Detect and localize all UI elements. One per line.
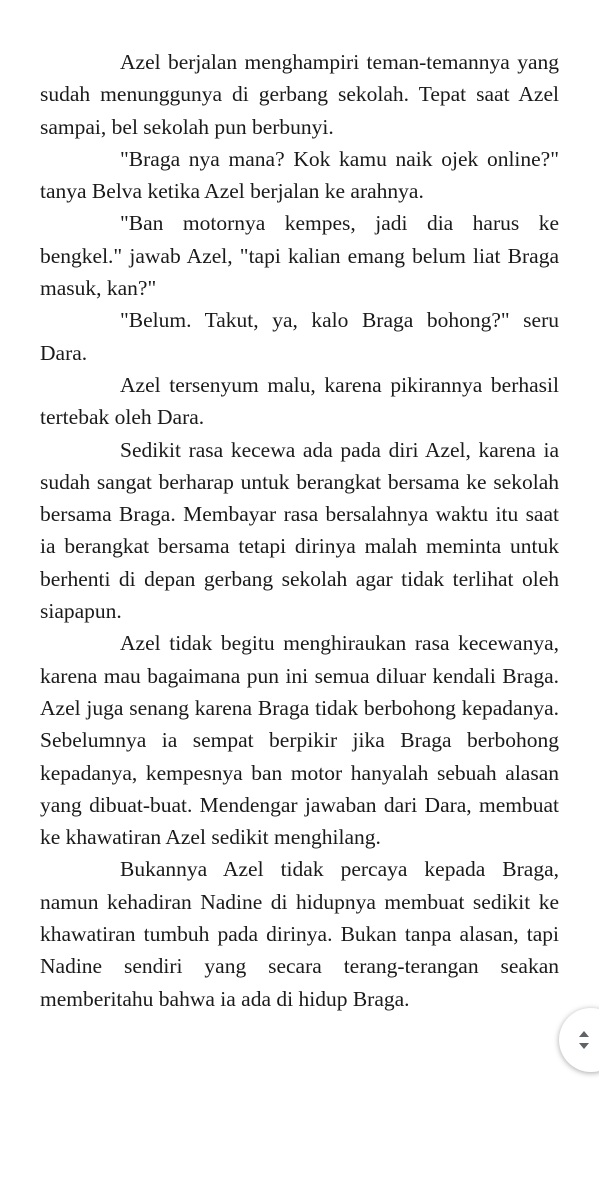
paragraph-1: Azel berjalan menghampiri teman-temannya yang sudah menunggunya di gerbang sekolah. Tepat saat Azel sampai, bel sekolah pun berbunyi. [40,50,559,139]
paragraph-8: Bukannya Azel tidak percaya kepada Braga, namun kehadiran Nadine di hidupnya membuat sedikit ke khawatiran tumbuh pada dirinya. Bukan tanpa alasan, tapi Nadine sendiri yang secara terang-terangan seakan memberitahu bahwa ia ada di hidup Braga. [40,857,559,1011]
paragraph-4: "Belum. Takut, ya, kalo Braga bohong?" seru Dara. [40,308,559,365]
fast-scroll-handle[interactable] [559,1008,599,1072]
paragraph-2: "Braga nya mana? Kok kamu naik ojek online?" tanya Belva ketika Azel berjalan ke arahnya. [40,146,559,204]
paragraph-5: Azel tersenyum malu, karena pikirannya berhasil tertebak oleh Dara. [40,372,559,430]
document-page [40,46,559,1015]
paragraph-3: "Ban motornya kempes, jadi dia harus ke bengkel." jawab Azel, "tapi kalian emang belum liat Braga masuk, kan?" [40,211,559,301]
paragraph-6: Sedikit rasa kecewa ada pada diri Azel, karena ia sudah sangat berharap untuk berangkat bersama ke sekolah bersama Braga. Membayar rasa bersalahnya waktu itu saat ia berangkat bersama tetapi dirinya malah meminta untuk berhenti di depan gerbang sekolah agar tidak terlihat oleh siapapun. [40,437,559,624]
paragraph-7: Azel tidak begitu menghiraukan rasa kecewanya, karena mau bagaimana pun ini semua diluar kendali Braga. Azel juga senang karena Braga tidak berbohong kepadanya. Sebelumnya ia sempat berpikir jika Braga berbohong kepadanya, kempesnya ban motor hanyalah sebuah alasan yang dibuat-buat. Mendengar jawaban dari Dara, membuat ke khawatiran Azel sedikit menghilang. [40,631,559,850]
scroll-up-down-icon [577,1027,591,1053]
